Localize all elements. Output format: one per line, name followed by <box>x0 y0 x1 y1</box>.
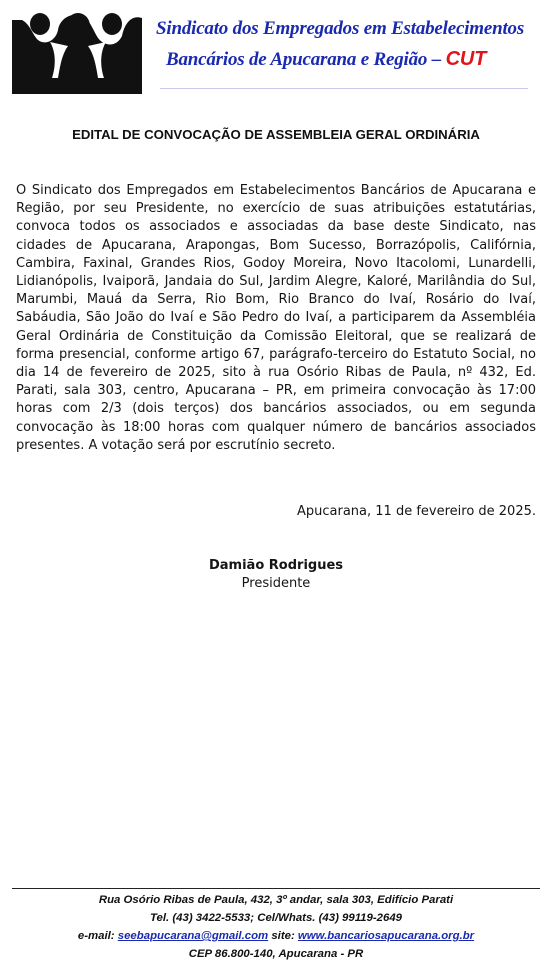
footer-phone: Tel. (43) 3422-5533; Cel/Whats. (43) 99119-2649 <box>150 912 402 924</box>
footer-site-label: site: <box>271 930 295 942</box>
header-union-name-line2 <box>166 48 486 71</box>
footer-site-link[interactable]: www.bancariosapucarana.org.br <box>297 930 475 942</box>
footer-email-link[interactable]: seebapucarana@gmail.com <box>117 930 269 942</box>
union-logo <box>12 12 142 94</box>
header-union-name-line1: Sindicato dos Empregados em Estabelecimentos <box>156 18 525 39</box>
logo-head-center <box>66 13 90 39</box>
footer-email-label: e-mail: <box>77 930 115 942</box>
signer-name: Damião Rodrigues <box>208 558 344 573</box>
footer-divider <box>12 888 540 889</box>
cut-label: CUT <box>445 48 487 70</box>
footer-cep: CEP 86.800-140, Apucarana - PR <box>188 948 364 960</box>
header-divider <box>160 88 528 89</box>
logo-head-left <box>30 13 50 35</box>
document-body: O Sindicato dos Empregados em Estabelecimentos Bancários de Apucarana e Região, por seu Presidente, no exercício de suas atribuições estatutárias, convoca todos os associados e associadas da base deste Sindicato, nas cidades de Apucarana, Arapongas, Bom Sucesso, Borrazópolis, Califórnia, Cambira, Faxinal, Grandes Rios, Godoy Moreira, Novo Itacolomi, Lunardelli, Lidianópolis, Ivaiporã, Jandaia do Sul, Jardim Alegre, Kaloré, Marilândia do Sul, Marumbi, Mauá da Serra, Rio Bom, Rio Branco do Ivaí, Rosário do Ivaí, Sabáudia, São João do Ivaí e São Pedro do Ivaí, a participarem da Assembléia Geral Ordinária de Constituição da Comissão Eleitoral, que se realizará de forma presencial, conforme artigo 67, parágrafo-terceiro do Estatuto Social, no dia 14 de fevereiro de 2025, sito à rua Osório Ribas de Paula, nº 432, Ed. Parati, sala 303, centro, Apucarana – PR, em primeira convocação às 17:00 horas com 2/3 (dois terços) dos bancários associados, ou em segunda convocação às 18:00 horas com qualquer número de bancários associados presentes. A votação será por escrutínio secreto. <box>16 183 536 453</box>
footer-address: Rua Osório Ribas de Paula, 432, 3º andar, sala 303, Edifício Parati <box>98 894 454 906</box>
signer-role: Presidente <box>241 576 311 591</box>
footer-contact <box>0 930 552 942</box>
document-title: EDITAL DE CONVOCAÇÃO DE ASSEMBLEIA GERAL ORDINÁRIA <box>72 127 480 142</box>
header-union-name-line2-text: Bancários de Apucarana e Região – <box>166 49 442 70</box>
document-date: Apucarana, 11 de fevereiro de 2025. <box>296 504 536 519</box>
logo-head-right <box>102 13 122 35</box>
